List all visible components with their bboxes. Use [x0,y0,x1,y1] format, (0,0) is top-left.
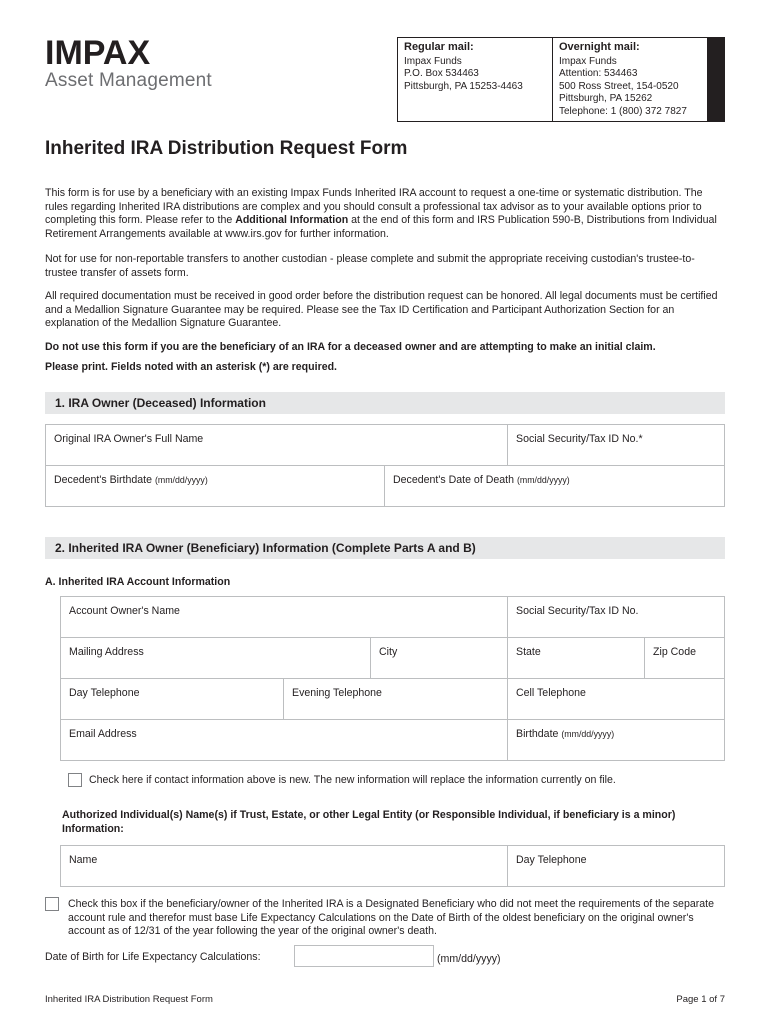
authorized-day-telephone-field[interactable] [508,846,724,886]
intro-text: This form is for use by a beneficiary with an existing Impax Funds Inherited IRA account to request a one-time or systematic distribution. The rules regarding Inherited IRA distributions are complex and you should consult a professional tax advisor as to your available options prior to completing this form. Please refer to the [45,187,703,227]
field-label: Decedent's Date of Death [393,474,514,486]
owner-ssn-field[interactable] [508,425,724,465]
account-owner-name-field[interactable] [61,597,508,637]
intro-paragraph-4: Do not use this form if you are the beneficiary of an IRA for a deceased owner and are attempting to make an initial claim. [45,341,656,353]
regular-mail-heading: Regular mail: [404,41,474,53]
regular-mail-line: Pittsburgh, PA 15253-4463 [404,80,523,92]
email-address-field[interactable] [61,720,508,760]
intro-bold-text: Additional Information [235,214,349,227]
mailing-address-field[interactable] [61,638,371,678]
footer-form-name: Inherited IRA Distribution Request Form [45,994,213,1005]
overnight-mail-line: Impax Funds [559,55,617,67]
designated-beneficiary-checkbox[interactable] [45,897,59,911]
regular-mail [398,38,553,121]
overnight-mail-line: Attention: 534463 [559,68,638,80]
state-field[interactable] [508,638,645,678]
logo-subtitle: Asset Management [45,70,212,91]
new-contact-label: Check here if contact information above is new. The new information will replace the information currently on file. [89,774,616,786]
dob-life-expectancy-label: Date of Birth for Life Expectancy Calculations: [45,951,261,963]
section-1-row-2 [45,465,725,507]
intro-paragraph-3: All required documentation must be received in good order before the distribution request can be honored. All legal documents must be certified and a Medallion Signature Guarantee may be required. Please see the Tax ID Certification and Participant Authorization Section for an explanation of the Medallion Signature Guarantee. [45,290,718,330]
dob-life-expectancy-input[interactable] [294,945,434,967]
overnight-mail [553,38,707,121]
field-label: State [516,646,541,658]
section-2-row-4 [60,719,725,761]
beneficiary-ssn-field[interactable] [508,597,724,637]
black-edge-bar [707,38,724,121]
authorized-individual-row [60,845,725,887]
decedent-birthdate-field[interactable] [46,466,385,506]
field-label: Birthdate [516,728,559,740]
overnight-mail-line: Telephone: 1 (800) 372 7827 [559,105,687,117]
field-label: Name [69,854,98,866]
field-label: City [379,646,398,658]
date-format-hint: (mm/dd/yyyy) [561,729,615,739]
logo-wordmark: IMPAX [45,34,151,72]
city-field[interactable] [371,638,508,678]
impax-logo [45,36,212,92]
section-1-heading: 1. IRA Owner (Deceased) Information [45,392,725,414]
new-contact-checkbox[interactable] [68,773,82,787]
section-2-row-2 [60,637,725,679]
section-2-row-1 [60,596,725,638]
field-label: Day Telephone [516,854,587,866]
intro-paragraph-5: Please print. Fields noted with an asterisk (*) are required. [45,361,338,373]
original-owner-name-field[interactable] [46,425,508,465]
section-2-row-3 [60,678,725,720]
field-label: Social Security/Tax ID No.* [516,433,643,445]
date-format-hint: (mm/dd/yyyy) [516,475,570,485]
cell-telephone-field[interactable] [508,679,724,719]
regular-mail-line: Impax Funds [404,55,462,67]
date-format-hint: (mm/dd/yyyy) [154,475,208,485]
overnight-mail-heading: Overnight mail: [559,41,640,53]
evening-telephone-field[interactable] [284,679,508,719]
beneficiary-birthdate-field[interactable] [508,720,724,760]
field-label: Evening Telephone [292,687,382,699]
regular-mail-line: P.O. Box 534463 [404,68,479,80]
date-format-hint: (mm/dd/yyyy) [437,953,501,965]
section-1-row-1 [45,424,725,466]
authorized-individual-heading: Authorized Individual(s) Name(s) if Trust, Estate, or other Legal Entity (or Responsible Individual, if beneficiary is a minor) Information: [62,809,676,835]
field-label: Day Telephone [69,687,140,699]
page-number: Page 1 of 7 [676,994,725,1005]
intro-paragraph-2: Not for use for non-reportable transfers to another custodian - please complete and submit the appropriate receiving custodian's trustee-to-trustee transfer of assets form. [45,253,695,279]
field-label: Decedent's Birthdate [54,474,153,486]
designated-beneficiary-label: Check this box if the beneficiary/owner of the Inherited IRA is a Designated Beneficiary who did not meet the requirements of the separate account rule and therefor must base Life Expectancy Calculations on the Date of Birth of the oldest beneficiary on the original owner's account as of 12/31 of the year following the year of the original owner's death. [68,898,714,938]
overnight-mail-line: Pittsburgh, PA 15262 [559,93,653,105]
field-label: Cell Telephone [516,687,586,699]
intro-paragraph-1 [45,187,725,241]
mailing-address-box [397,37,725,122]
authorized-name-field[interactable] [61,846,508,886]
page-title: Inherited IRA Distribution Request Form [45,138,408,159]
section-2-heading: 2. Inherited IRA Owner (Beneficiary) Information (Complete Parts A and B) [45,537,725,559]
overnight-mail-line: 500 Ross Street, 154-0520 [559,80,679,92]
part-a-heading: A. Inherited IRA Account Information [45,576,231,588]
day-telephone-field[interactable] [61,679,284,719]
field-label: Zip Code [653,646,696,658]
zip-code-field[interactable] [645,638,724,678]
field-label: Original IRA Owner's Full Name [54,433,204,445]
field-label: Email Address [69,728,137,740]
field-label: Social Security/Tax ID No. [516,605,639,617]
decedent-death-date-field[interactable] [385,466,724,506]
field-label: Account Owner's Name [69,605,180,617]
field-label: Mailing Address [69,646,144,658]
intro-text: at the end of this form and IRS Publication 590-B, Distributions from Individual Retirement Arrangements available at www.irs.gov for further information. [45,214,717,240]
